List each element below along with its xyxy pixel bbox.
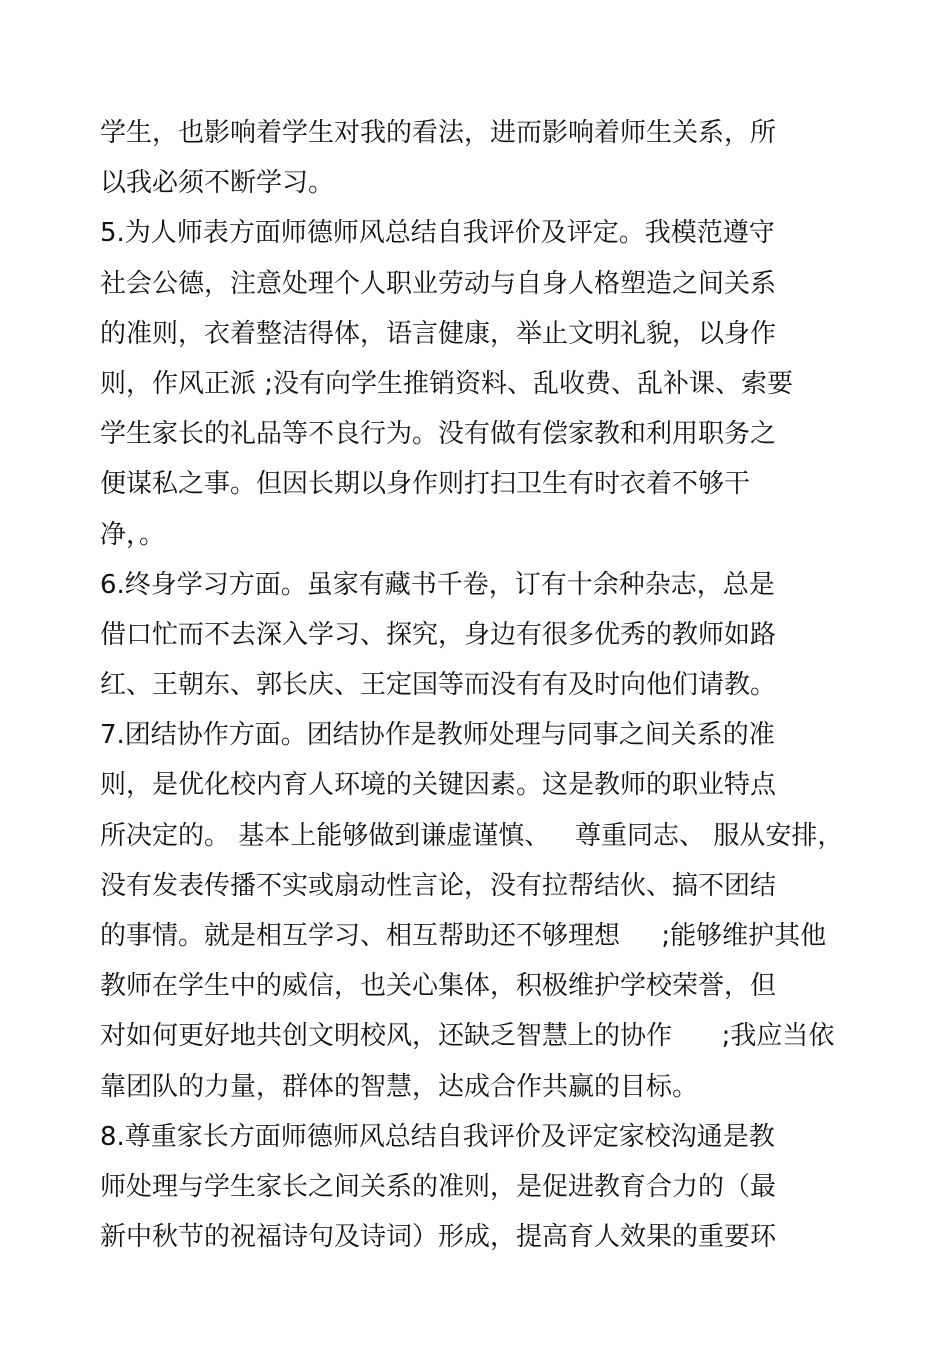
text-line: 则，是优化校内育人环境的关键因素。这是教师的职业特点 xyxy=(100,770,777,801)
text-line: 对如何更好地共创文明校风，还缺乏智慧上的协作 ;我应当依 xyxy=(100,1021,835,1052)
text-line: 红、王朝东、郭长庆、王定国等而没有有及时向他们请教。 xyxy=(100,670,777,701)
text-line: 社会公德，注意处理个人职业劳动与自身人格塑造之间关系 xyxy=(100,268,777,299)
text-line: 便谋私之事。但因长期以身作则打扫卫生有时衣着不够干 xyxy=(100,469,751,500)
text-line: 师处理与学生家长之间关系的准则，是促进教育合力的（最 xyxy=(100,1171,777,1202)
text-line: 借口忙而不去深入学习、探究，身边有很多优秀的教师如路 xyxy=(100,619,777,650)
text-line: 的准则，衣着整洁得体，语言健康，举止文明礼貌，以身作 xyxy=(100,318,777,349)
text-line: 学生家长的礼品等不良行为。没有做有偿家教和利用职务之 xyxy=(100,419,777,450)
text-line: 净，。 xyxy=(100,519,166,550)
text-line: 8.尊重家长方面师德师风总结自我评价及评定家校沟通是教 xyxy=(100,1121,775,1152)
text-line: 没有发表传播不实或扇动性言论，没有拉帮结伙、搞不团结 xyxy=(100,870,777,901)
text-line: 新中秋节的祝福诗句及诗词）形成，提高育人效果的重要环 xyxy=(100,1222,777,1253)
body-text xyxy=(100,108,900,1262)
text-line: 5.为人师表方面师德师风总结自我评价及评定。我模范遵守 xyxy=(100,218,775,249)
text-line: 学生，也影响着学生对我的看法，进而影响着师生关系，所 xyxy=(100,118,777,148)
text-line: 教师在学生中的威信，也关心集体，积极维护学校荣誉，但 xyxy=(100,971,777,1002)
text-line: 所决定的。 基本上能够做到谦虚谨慎、 尊重同志、 服从安排， xyxy=(100,820,844,851)
text-line: 以我必须不断学习。 xyxy=(100,168,335,199)
text-line: 7.团结协作方面。团结协作是教师处理与同事之间关系的准 xyxy=(100,720,775,751)
text-line: 靠团队的力量，群体的智慧，达成合作共赢的目标。 xyxy=(100,1071,699,1102)
text-line: 则，作风正派 ;没有向学生推销资料、乱收费、乱补课、索要 xyxy=(100,368,794,399)
text-line: 的事情。就是相互学习、相互帮助还不够理想 ;能够维护其他 xyxy=(100,921,827,951)
text-line: 6.终身学习方面。虽家有藏书千卷，订有十余种杂志，总是 xyxy=(100,569,775,600)
